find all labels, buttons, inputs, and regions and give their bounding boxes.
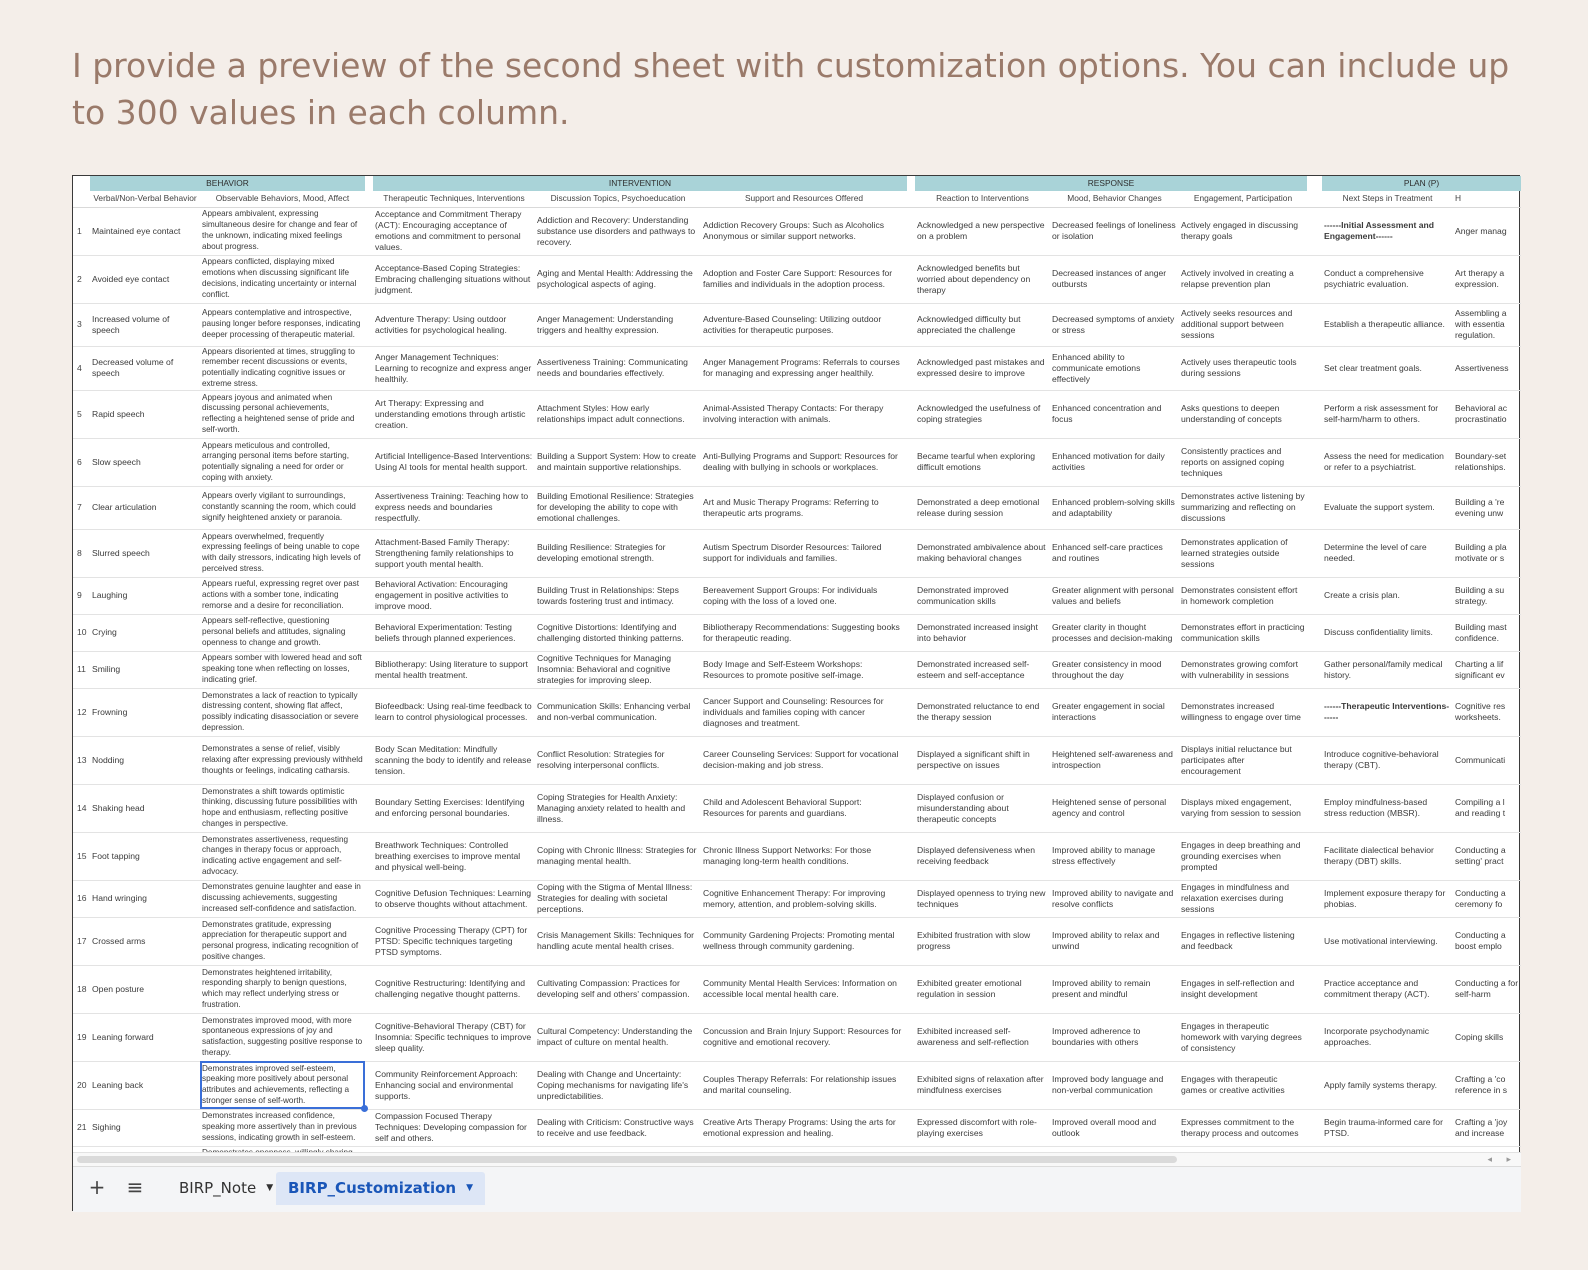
cell-discussion-topic[interactable]: Aging and Mental Health: Addressing the psychological aspects of aging. xyxy=(535,255,701,303)
table-row xyxy=(73,303,1521,346)
group-behavior[interactable]: BEHAVIOR xyxy=(90,176,365,191)
cell-engagement[interactable]: Demonstrates application of learned strategies outside sessions xyxy=(1179,529,1307,577)
cell-mood-change[interactable]: Enhanced motivation for daily activities xyxy=(1050,438,1179,486)
table-row xyxy=(73,784,1521,832)
cell-h[interactable]: Behavioral ac procrastinatio xyxy=(1453,390,1521,438)
cell-next-step[interactable]: Apply family systems therapy. xyxy=(1322,1061,1453,1109)
cell-reaction[interactable]: Exhibited signs of relaxation after mindfulness exercises xyxy=(915,1061,1050,1109)
cell-technique[interactable]: Behavioral Experimentation: Testing beliefs through planned experiences. xyxy=(373,614,535,651)
cell-verbal-behavior[interactable]: Open posture xyxy=(90,965,200,1013)
cell-next-step[interactable]: ------Initial Assessment and Engagement------ xyxy=(1322,207,1453,255)
col-techniques[interactable]: Therapeutic Techniques, Interventions xyxy=(373,191,535,207)
cell-observable-behavior[interactable]: Appears overly vigilant to surroundings, constantly scanning the room, which could signify heightened anxiety or paranoia. xyxy=(200,486,365,529)
cell-technique[interactable]: Cognitive Defusion Techniques: Learning to observe thoughts without attachment. xyxy=(373,880,535,917)
cell-observable-behavior[interactable]: Demonstrates a sense of relief, visibly relaxing after expressing previously withheld thoughts or feelings, indicating catharsis. xyxy=(200,736,365,784)
cell-reaction[interactable]: Exhibited frustration with slow progress xyxy=(915,917,1050,965)
cell-verbal-behavior[interactable]: Decreased volume of speech xyxy=(90,346,200,390)
cell-mood-change[interactable]: Greater consistency in mood throughout the day xyxy=(1050,651,1179,688)
cell-observable-behavior[interactable]: Demonstrates a shift towards optimistic thinking, discussing future possibilities with hope and enthusiasm, reflecting positive changes in perspective. xyxy=(200,784,365,832)
cell-reaction[interactable]: Demonstrated a deep emotional release during session xyxy=(915,486,1050,529)
cell-mood-change[interactable]: Decreased symptoms of anxiety or stress xyxy=(1050,303,1179,346)
row-number[interactable]: 16 xyxy=(73,880,90,917)
cell-next-step[interactable]: Introduce cognitive-behavioral therapy (CBT). xyxy=(1322,736,1453,784)
cell-support-resource[interactable]: Creative Arts Therapy Programs: Using the arts for emotional expression and healing. xyxy=(701,1109,907,1146)
table-row xyxy=(73,688,1521,736)
cell-verbal-behavior[interactable]: Leaning back xyxy=(90,1061,200,1109)
row-number[interactable]: 19 xyxy=(73,1013,90,1061)
cell-support-resource[interactable]: Anger Management Programs: Referrals to courses for managing and expressing anger healthily. xyxy=(701,346,907,390)
cell-observable-behavior[interactable]: Appears ambivalent, expressing simultaneous desire for change and fear of the unknown, indicating mixed feelings about progress. xyxy=(200,207,365,255)
row-number[interactable]: 1 xyxy=(73,207,90,255)
cell-discussion-topic[interactable]: Cognitive Distortions: Identifying and challenging distorted thinking patterns. xyxy=(535,614,701,651)
cell-engagement[interactable]: Actively involved in creating a relapse prevention plan xyxy=(1179,255,1307,303)
cell-h[interactable]: Cognitive res worksheets. xyxy=(1453,688,1521,736)
cell-engagement[interactable]: Displays initial reluctance but participates after encouragement xyxy=(1179,736,1307,784)
cell-next-step[interactable]: Establish a therapeutic alliance. xyxy=(1322,303,1453,346)
table-row xyxy=(73,1013,1521,1061)
cell-mood-change[interactable]: Improved body language and non-verbal communication xyxy=(1050,1061,1179,1109)
cell-discussion-topic[interactable]: Anger Management: Understanding triggers and healthy expression. xyxy=(535,303,701,346)
cell-engagement[interactable]: Displays mixed engagement, varying from session to session xyxy=(1179,784,1307,832)
cell-engagement[interactable]: Asks questions to deepen understanding of concepts xyxy=(1179,390,1307,438)
table-row xyxy=(73,346,1521,390)
cell-support-resource[interactable]: Autism Spectrum Disorder Resources: Tailored support for individuals and families. xyxy=(701,529,907,577)
cell-next-step[interactable]: Facilitate dialectical behavior therapy (DBT) skills. xyxy=(1322,832,1453,880)
col-h[interactable]: H xyxy=(1453,191,1521,207)
tab-birp-note-label: BIRP_Note xyxy=(179,1179,257,1197)
col-discussion[interactable]: Discussion Topics, Psychoeducation xyxy=(535,191,701,207)
cell-verbal-behavior[interactable]: Smiling xyxy=(90,651,200,688)
row-number[interactable]: 9 xyxy=(73,577,90,614)
row-number[interactable]: 8 xyxy=(73,529,90,577)
cell-observable-behavior[interactable]: Appears meticulous and controlled, arranging personal items before starting, potentially signaling a need for order or coping with anxiety. xyxy=(200,438,365,486)
row-number[interactable]: 2 xyxy=(73,255,90,303)
cell-reaction[interactable]: Displayed a significant shift in perspective on issues xyxy=(915,736,1050,784)
cell-mood-change[interactable]: Enhanced ability to communicate emotions effectively xyxy=(1050,346,1179,390)
cell-verbal-behavior[interactable]: Maintained eye contact xyxy=(90,207,200,255)
table-row xyxy=(73,832,1521,880)
cell-verbal-behavior[interactable]: Rapid speech xyxy=(90,390,200,438)
cell-discussion-topic[interactable]: Conflict Resolution: Strategies for resolving interpersonal conflicts. xyxy=(535,736,701,784)
cell-technique[interactable]: Attachment-Based Family Therapy: Strengthening family relationships to support youth mental health. xyxy=(373,529,535,577)
cell-discussion-topic[interactable]: Building Emotional Resilience: Strategies for developing the ability to cope with emotional challenges. xyxy=(535,486,701,529)
row-number[interactable]: 4 xyxy=(73,346,90,390)
cell-reaction[interactable]: Exhibited increased self-awareness and self-reflection xyxy=(915,1013,1050,1061)
cell-observable-behavior[interactable]: Demonstrates gratitude, expressing appreciation for therapeutic support and personal progress, indicating recognition of positive changes. xyxy=(200,917,365,965)
row-number[interactable]: 11 xyxy=(73,651,90,688)
cell-discussion-topic[interactable]: Coping Strategies for Health Anxiety: Managing anxiety related to health and illness. xyxy=(535,784,701,832)
cell-next-step[interactable]: Use motivational interviewing. xyxy=(1322,917,1453,965)
cell-discussion-topic[interactable]: Communication Skills: Enhancing verbal and non-verbal communication. xyxy=(535,688,701,736)
cell-h[interactable]: Building a su strategy. xyxy=(1453,577,1521,614)
cell-mood-change[interactable]: Improved ability to manage stress effectively xyxy=(1050,832,1179,880)
row-number[interactable]: 6 xyxy=(73,438,90,486)
group-plan[interactable]: PLAN (P) xyxy=(1322,176,1521,191)
cell-mood-change[interactable]: Improved ability to navigate and resolve conflicts xyxy=(1050,880,1179,917)
row-number[interactable]: 5 xyxy=(73,390,90,438)
cell-technique[interactable]: Body Scan Meditation: Mindfully scanning the body to identify and release tension. xyxy=(373,736,535,784)
spreadsheet-window xyxy=(72,175,1520,1211)
cell-verbal-behavior[interactable]: Laughing xyxy=(90,577,200,614)
cell-h[interactable]: Boundary-set relationships. xyxy=(1453,438,1521,486)
cell-next-step[interactable]: Implement exposure therapy for phobias. xyxy=(1322,880,1453,917)
cell-support-resource[interactable]: Community Gardening Projects: Promoting mental wellness through community gardening. xyxy=(701,917,907,965)
tab-birp-note[interactable] xyxy=(167,1172,285,1205)
fill-handle[interactable] xyxy=(361,1105,368,1112)
table-row xyxy=(73,577,1521,614)
sheet-tab-bar xyxy=(73,1166,1521,1212)
col-reaction[interactable]: Reaction to Interventions xyxy=(915,191,1050,207)
cell-discussion-topic[interactable]: Assertiveness Training: Communicating needs and boundaries effectively. xyxy=(535,346,701,390)
cell-reaction[interactable]: Expressed discomfort with role-playing exercises xyxy=(915,1109,1050,1146)
cell-h[interactable]: Art therapy a expression. xyxy=(1453,255,1521,303)
cell-mood-change[interactable]: Greater engagement in social interactions xyxy=(1050,688,1179,736)
cell-technique[interactable]: Artificial Intelligence-Based Interventions: Using AI tools for mental health support. xyxy=(373,438,535,486)
cell-support-resource[interactable]: Adoption and Foster Care Support: Resources for families and individuals in the adoption process. xyxy=(701,255,907,303)
col-support[interactable]: Support and Resources Offered xyxy=(701,191,907,207)
table-row xyxy=(73,255,1521,303)
table-row xyxy=(73,917,1521,965)
cell-mood-change[interactable]: Improved ability to remain present and mindful xyxy=(1050,965,1179,1013)
table-row xyxy=(73,207,1521,255)
cell-reaction[interactable]: Acknowledged difficulty but appreciated the challenge xyxy=(915,303,1050,346)
cell-support-resource[interactable]: Animal-Assisted Therapy Contacts: For therapy involving interaction with animals. xyxy=(701,390,907,438)
cell-discussion-topic[interactable]: Building Trust in Relationships: Steps towards fostering trust and intimacy. xyxy=(535,577,701,614)
cell-technique[interactable]: Acceptance and Commitment Therapy (ACT): Encouraging acceptance of emotions and commitment to personal values. xyxy=(373,207,535,255)
cell-technique[interactable]: Breathwork Techniques: Controlled breathing exercises to improve mental and physical well-being. xyxy=(373,832,535,880)
cell-support-resource[interactable]: Art and Music Therapy Programs: Referring to therapeutic arts programs. xyxy=(701,486,907,529)
row-number[interactable]: 7 xyxy=(73,486,90,529)
cell-reaction[interactable]: Demonstrated reluctance to end the therapy session xyxy=(915,688,1050,736)
cell-next-step[interactable]: Determine the level of care needed. xyxy=(1322,529,1453,577)
cell-engagement[interactable]: Engages in mindfulness and relaxation exercises during sessions xyxy=(1179,880,1307,917)
row-number[interactable]: 12 xyxy=(73,688,90,736)
horizontal-scrollbar[interactable] xyxy=(73,1152,1521,1166)
cell-support-resource[interactable]: Cognitive Enhancement Therapy: For improving memory, attention, and problem-solving skills. xyxy=(701,880,907,917)
cell-support-resource[interactable]: Career Counseling Services: Support for vocational decision-making and job stress. xyxy=(701,736,907,784)
all-sheets-menu-icon[interactable]: ≡ xyxy=(126,1175,144,1199)
cell-discussion-topic[interactable]: Dealing with Criticism: Constructive ways to receive and use feedback. xyxy=(535,1109,701,1146)
cell-mood-change[interactable]: Enhanced self-care practices and routines xyxy=(1050,529,1179,577)
row-number[interactable]: 13 xyxy=(73,736,90,784)
table-row xyxy=(73,1061,1521,1109)
cell-observable-behavior[interactable]: Appears conflicted, displaying mixed emotions when discussing significant life decisions, indicating uncertainty or internal conflict. xyxy=(200,255,365,303)
cell-mood-change[interactable]: Improved overall mood and outlook xyxy=(1050,1109,1179,1146)
cell-reaction[interactable]: Displayed confusion or misunderstanding about therapeutic concepts xyxy=(915,784,1050,832)
cell-verbal-behavior[interactable]: Leaning forward xyxy=(90,1013,200,1061)
cell-next-step[interactable]: ------Therapeutic Interventions------ xyxy=(1322,688,1453,736)
cell-verbal-behavior[interactable]: Crossed arms xyxy=(90,917,200,965)
table-row xyxy=(73,486,1521,529)
cell-reaction[interactable]: Acknowledged the usefulness of coping strategies xyxy=(915,390,1050,438)
cell-verbal-behavior[interactable]: Frowning xyxy=(90,688,200,736)
cell-engagement[interactable]: Demonstrates effort in practicing communication skills xyxy=(1179,614,1307,651)
cell-h[interactable]: Coping skills xyxy=(1453,1013,1521,1061)
cell-reaction[interactable]: Acknowledged past mistakes and expressed desire to improve xyxy=(915,346,1050,390)
cell-h[interactable]: Anger manag xyxy=(1453,207,1521,255)
table-row xyxy=(73,880,1521,917)
cell-technique[interactable]: Biofeedback: Using real-time feedback to learn to control physiological processes. xyxy=(373,688,535,736)
cell-h[interactable]: Conducting a boost emplo xyxy=(1453,917,1521,965)
scrollbar-thumb[interactable] xyxy=(77,1156,1177,1163)
cell-observable-behavior[interactable]: Demonstrates a lack of reaction to typically distressing content, showing flat affect, possibly indicating disassociation or severe depression. xyxy=(200,688,365,736)
cell-mood-change[interactable]: Decreased instances of anger outbursts xyxy=(1050,255,1179,303)
cell-engagement[interactable]: Engages in reflective listening and feedback xyxy=(1179,917,1307,965)
cell-engagement[interactable]: Engages in self-reflection and insight development xyxy=(1179,965,1307,1013)
cell-support-resource[interactable]: Child and Adolescent Behavioral Support: Resources for parents and guardians. xyxy=(701,784,907,832)
group-intervention[interactable]: INTERVENTION xyxy=(373,176,907,191)
col-next-steps[interactable]: Next Steps in Treatment xyxy=(1322,191,1453,207)
cell-support-resource[interactable]: Body Image and Self-Esteem Workshops: Resources to promote positive self-image. xyxy=(701,651,907,688)
cell-support-resource[interactable]: Cancer Support and Counseling: Resources for individuals and families coping with cancer diagnoses and treatment. xyxy=(701,688,907,736)
cell-next-step[interactable]: Practice acceptance and commitment therapy (ACT). xyxy=(1322,965,1453,1013)
cell-h[interactable]: Crafting a 'co reference in s xyxy=(1453,1061,1521,1109)
table-row xyxy=(73,736,1521,784)
cell-support-resource[interactable]: Bereavement Support Groups: For individuals coping with the loss of a loved one. xyxy=(701,577,907,614)
cell-h[interactable]: Conducting a setting' pract xyxy=(1453,832,1521,880)
row-number[interactable]: 17 xyxy=(73,917,90,965)
tab-birp-customization[interactable] xyxy=(276,1172,485,1205)
cell-support-resource[interactable]: Chronic Illness Support Networks: For those managing long-term health conditions. xyxy=(701,832,907,880)
scroll-arrows-icon[interactable]: ◂ ▸ xyxy=(1487,1154,1517,1164)
cell-verbal-behavior[interactable]: Sighing xyxy=(90,1109,200,1146)
cell-reaction[interactable]: Became tearful when exploring difficult emotions xyxy=(915,438,1050,486)
cell-discussion-topic[interactable]: Cultural Competency: Understanding the impact of culture on mental health. xyxy=(535,1013,701,1061)
cell-technique[interactable]: Assertiveness Training: Teaching how to express needs and boundaries respectfully. xyxy=(373,486,535,529)
cell-engagement[interactable]: Actively seeks resources and additional support between sessions xyxy=(1179,303,1307,346)
cell-observable-behavior[interactable]: Demonstrates genuine laughter and ease in discussing achievements, suggesting increased self-confidence and satisfaction. xyxy=(200,880,365,917)
cell-engagement[interactable]: Engages with therapeutic games or creative activities xyxy=(1179,1061,1307,1109)
cell-next-step[interactable]: Set clear treatment goals. xyxy=(1322,346,1453,390)
cell-technique[interactable]: Art Therapy: Expressing and understanding emotions through artistic creation. xyxy=(373,390,535,438)
cell-observable-behavior[interactable]: Demonstrates assertiveness, requesting changes in therapy focus or approach, indicating active engagement and self-advocacy. xyxy=(200,832,365,880)
cell-technique[interactable]: Behavioral Activation: Encouraging engagement in positive activities to improve mood. xyxy=(373,577,535,614)
cell-verbal-behavior[interactable]: Clear articulation xyxy=(90,486,200,529)
cell-observable-behavior[interactable]: Demonstrates improved mood, with more spontaneous expressions of joy and satisfaction, suggesting positive response to therapy. xyxy=(200,1013,365,1061)
sheet-grid[interactable] xyxy=(73,176,1521,1152)
cell-discussion-topic[interactable]: Building a Support System: How to create and maintain supportive relationships. xyxy=(535,438,701,486)
cell-engagement[interactable]: Consistently practices and reports on assigned coping techniques xyxy=(1179,438,1307,486)
row-number[interactable]: 3 xyxy=(73,303,90,346)
cell-next-step[interactable]: Conduct a comprehensive psychiatric evaluation. xyxy=(1322,255,1453,303)
cell-verbal-behavior[interactable]: Slurred speech xyxy=(90,529,200,577)
cell-verbal-behavior[interactable]: Nodding xyxy=(90,736,200,784)
cell-discussion-topic[interactable]: Dealing with Change and Uncertainty: Coping mechanisms for navigating life's unpredictabilities. xyxy=(535,1061,701,1109)
col-observable[interactable]: Observable Behaviors, Mood, Affect xyxy=(200,191,365,207)
cell-technique[interactable]: Cognitive Processing Therapy (CPT) for PTSD: Specific techniques targeting PTSD symptoms. xyxy=(373,917,535,965)
cell-reaction[interactable]: Demonstrated ambivalence about making behavioral changes xyxy=(915,529,1050,577)
table-row xyxy=(73,1109,1521,1146)
selected-cell[interactable]: Demonstrates improved self-esteem, speaking more positively about personal attributes and achievements, reflecting a stronger sense of self-worth. xyxy=(200,1061,365,1109)
cell-reaction[interactable]: Demonstrated increased self-esteem and self-acceptance xyxy=(915,651,1050,688)
cell-technique[interactable]: Acceptance-Based Coping Strategies: Embracing challenging situations without judgment. xyxy=(373,255,535,303)
cell-next-step[interactable]: Begin trauma-informed care for PTSD. xyxy=(1322,1109,1453,1146)
cell-discussion-topic[interactable]: Attachment Styles: How early relationships impact adult connections. xyxy=(535,390,701,438)
cell-mood-change[interactable]: Heightened self-awareness and introspection xyxy=(1050,736,1179,784)
cell-discussion-topic[interactable]: Addiction and Recovery: Understanding substance use disorders and pathways to recovery. xyxy=(535,207,701,255)
row-number[interactable]: 20 xyxy=(73,1061,90,1109)
cell-h[interactable]: Conducting a ceremony fo xyxy=(1453,880,1521,917)
cell-technique[interactable]: Compassion Focused Therapy Techniques: Developing compassion for self and others. xyxy=(373,1109,535,1146)
group-response[interactable]: RESPONSE xyxy=(915,176,1307,191)
cell-reaction[interactable]: Displayed defensiveness when receiving feedback xyxy=(915,832,1050,880)
cell-verbal-behavior[interactable]: Hand wringing xyxy=(90,880,200,917)
cell-observable-behavior[interactable]: Appears rueful, expressing regret over past actions with a somber tone, indicating remorse and a desire for reconciliation. xyxy=(200,577,365,614)
cell-mood-change[interactable]: Greater alignment with personal values and beliefs xyxy=(1050,577,1179,614)
col-verbal[interactable]: Verbal/Non-Verbal Behavior xyxy=(90,191,200,207)
row-number[interactable]: 14 xyxy=(73,784,90,832)
cell-verbal-behavior[interactable]: Crying xyxy=(90,614,200,651)
cell-discussion-topic[interactable]: Coping with Chronic Illness: Strategies for managing mental health. xyxy=(535,832,701,880)
cell-verbal-behavior[interactable]: Slow speech xyxy=(90,438,200,486)
cell-h[interactable]: Charting a lif significant ev xyxy=(1453,651,1521,688)
cell-observable-behavior[interactable]: Demonstrates heightened irritability, responding sharply to benign questions, which may reflect underlying stress or frustration. xyxy=(200,965,365,1013)
col-engagement[interactable]: Engagement, Participation xyxy=(1179,191,1307,207)
table-row xyxy=(73,390,1521,438)
cell-technique[interactable]: Cognitive-Behavioral Therapy (CBT) for Insomnia: Specific techniques to improve sleep quality. xyxy=(373,1013,535,1061)
chevron-down-icon[interactable]: ▼ xyxy=(266,1183,274,1193)
cell-support-resource[interactable]: Concussion and Brain Injury Support: Resources for cognitive and emotional recovery. xyxy=(701,1013,907,1061)
cell-mood-change[interactable]: Improved adherence to boundaries with others xyxy=(1050,1013,1179,1061)
cell-next-step[interactable]: Assess the need for medication or refer to a psychiatrist. xyxy=(1322,438,1453,486)
cell-mood-change[interactable]: Improved ability to relax and unwind xyxy=(1050,917,1179,965)
cell-mood-change[interactable]: Heightened sense of personal agency and control xyxy=(1050,784,1179,832)
cell-reaction[interactable]: Demonstrated increased insight into behavior xyxy=(915,614,1050,651)
cell-support-resource[interactable]: Adventure-Based Counseling: Utilizing outdoor activities for therapeutic purposes. xyxy=(701,303,907,346)
cell-h[interactable]: Conducting a for self-harm xyxy=(1453,965,1521,1013)
headline: I provide a preview of the second sheet with customization options. You can include up to 300 values in each column. xyxy=(72,46,1510,132)
cell-engagement[interactable]: Engages in therapeutic homework with varying degrees of consistency xyxy=(1179,1013,1307,1061)
cell-support-resource[interactable]: Bibliotherapy Recommendations: Suggesting books for therapeutic reading. xyxy=(701,614,907,651)
row-number[interactable]: 21 xyxy=(73,1109,90,1146)
cell-observable-behavior[interactable]: Appears joyous and animated when discussing personal achievements, reflecting a heightened sense of pride and self-worth. xyxy=(200,390,365,438)
cell-mood-change[interactable]: Enhanced problem-solving skills and adaptability xyxy=(1050,486,1179,529)
cell-reaction[interactable]: Acknowledged benefits but worried about dependency on therapy xyxy=(915,255,1050,303)
cell-observable-behavior[interactable]: Appears self-reflective, questioning personal beliefs and attitudes, signaling openness to change and growth. xyxy=(200,614,365,651)
cell-h[interactable]: Crafting a 'joy and increase xyxy=(1453,1109,1521,1146)
cell-next-step[interactable]: Employ mindfulness-based stress reduction (MBSR). xyxy=(1322,784,1453,832)
row-number[interactable]: 18 xyxy=(73,965,90,1013)
cell-observable-behavior[interactable]: Appears disoriented at times, struggling to remember recent discussions or events, potentially indicating cognitive issues or extreme stress. xyxy=(200,346,365,390)
cell-next-step[interactable]: Evaluate the support system. xyxy=(1322,486,1453,529)
cell-mood-change[interactable]: Decreased feelings of loneliness or isolation xyxy=(1050,207,1179,255)
row-number[interactable]: 10 xyxy=(73,614,90,651)
table-row xyxy=(73,651,1521,688)
cell-mood-change[interactable]: Greater clarity in thought processes and decision-making xyxy=(1050,614,1179,651)
cell-next-step[interactable]: Gather personal/family medical history. xyxy=(1322,651,1453,688)
cell-next-step[interactable]: Discuss confidentiality limits. xyxy=(1322,614,1453,651)
cell-mood-change[interactable]: Enhanced concentration and focus xyxy=(1050,390,1179,438)
cell-technique[interactable]: Anger Management Techniques: Learning to recognize and express anger healthily. xyxy=(373,346,535,390)
cell-engagement[interactable]: Actively uses therapeutic tools during sessions xyxy=(1179,346,1307,390)
cell-engagement[interactable]: Actively engaged in discussing therapy goals xyxy=(1179,207,1307,255)
chevron-down-icon[interactable]: ▼ xyxy=(466,1183,473,1193)
cell-observable-behavior[interactable]: Appears overwhelmed, frequently expressing feelings of being unable to cope with daily stressors, indicating high levels of perceived stress. xyxy=(200,529,365,577)
cell-support-resource[interactable]: Addiction Recovery Groups: Such as Alcoholics Anonymous or similar support networks. xyxy=(701,207,907,255)
cell-engagement[interactable]: Demonstrates growing comfort with vulnerability in sessions xyxy=(1179,651,1307,688)
cell-discussion-topic[interactable]: Crisis Management Skills: Techniques for handling acute mental health crises. xyxy=(535,917,701,965)
cell-technique[interactable]: Bibliotherapy: Using literature to support mental health treatment. xyxy=(373,651,535,688)
cell-technique[interactable]: Community Reinforcement Approach: Enhancing social and environmental supports. xyxy=(373,1061,535,1109)
cell-technique[interactable]: Boundary Setting Exercises: Identifying and enforcing personal boundaries. xyxy=(373,784,535,832)
customization-table xyxy=(73,176,1521,1161)
cell-discussion-topic[interactable]: Coping with the Stigma of Mental Illness: Strategies for dealing with societal perceptions. xyxy=(535,880,701,917)
cell-reaction[interactable]: Displayed openness to trying new techniques xyxy=(915,880,1050,917)
cell-reaction[interactable]: Exhibited greater emotional regulation in session xyxy=(915,965,1050,1013)
add-sheet-icon[interactable]: + xyxy=(88,1175,106,1199)
cell-discussion-topic[interactable]: Building Resilience: Strategies for developing emotional strength. xyxy=(535,529,701,577)
cell-verbal-behavior[interactable]: Shaking head xyxy=(90,784,200,832)
table-row xyxy=(73,965,1521,1013)
cell-next-step[interactable]: Perform a risk assessment for self-harm/harm to others. xyxy=(1322,390,1453,438)
table-row xyxy=(73,614,1521,651)
cell-support-resource[interactable]: Anti-Bullying Programs and Support: Resources for dealing with bullying in schools or workplaces. xyxy=(701,438,907,486)
cell-h[interactable]: Building a pla motivate or s xyxy=(1453,529,1521,577)
cell-engagement[interactable]: Demonstrates consistent effort in homework completion xyxy=(1179,577,1307,614)
cell-h[interactable]: Assembling a with essentia regulation. xyxy=(1453,303,1521,346)
cell-verbal-behavior[interactable]: Foot tapping xyxy=(90,832,200,880)
cell-observable-behavior[interactable]: Appears somber with lowered head and soft speaking tone when reflecting on losses, indicating grief. xyxy=(200,651,365,688)
cell-discussion-topic[interactable]: Cultivating Compassion: Practices for developing self and others' compassion. xyxy=(535,965,701,1013)
cell-discussion-topic[interactable]: Cognitive Techniques for Managing Insomnia: Behavioral and cognitive strategies for improving sleep. xyxy=(535,651,701,688)
cell-h[interactable]: Assertiveness xyxy=(1453,346,1521,390)
cell-reaction[interactable]: Acknowledged a new perspective on a problem xyxy=(915,207,1050,255)
row-number[interactable]: 15 xyxy=(73,832,90,880)
cell-technique[interactable]: Adventure Therapy: Using outdoor activities for psychological healing. xyxy=(373,303,535,346)
cell-observable-behavior[interactable]: Demonstrates increased confidence, speaking more assertively than in previous sessions, indicating growth in self-esteem. xyxy=(200,1109,365,1146)
cell-support-resource[interactable]: Community Mental Health Services: Information on accessible local mental health care. xyxy=(701,965,907,1013)
cell-engagement[interactable]: Engages in deep breathing and grounding exercises when prompted xyxy=(1179,832,1307,880)
cell-h[interactable]: Communicati xyxy=(1453,736,1521,784)
cell-support-resource[interactable]: Couples Therapy Referrals: For relationship issues and marital counseling. xyxy=(701,1061,907,1109)
cell-h[interactable]: Building mast confidence. xyxy=(1453,614,1521,651)
cell-technique[interactable]: Cognitive Restructuring: Identifying and challenging negative thought patterns. xyxy=(373,965,535,1013)
cell-next-step[interactable]: Create a crisis plan. xyxy=(1322,577,1453,614)
table-row xyxy=(73,529,1521,577)
cell-next-step[interactable]: Incorporate psychodynamic approaches. xyxy=(1322,1013,1453,1061)
cell-engagement[interactable]: Demonstrates active listening by summarizing and reflecting on discussions xyxy=(1179,486,1307,529)
cell-verbal-behavior[interactable]: Avoided eye contact xyxy=(90,255,200,303)
cell-h[interactable]: Compiling a l and reading t xyxy=(1453,784,1521,832)
tab-birp-customization-label: BIRP_Customization xyxy=(288,1179,457,1197)
cell-engagement[interactable]: Expresses commitment to the therapy process and outcomes xyxy=(1179,1109,1307,1146)
cell-verbal-behavior[interactable]: Increased volume of speech xyxy=(90,303,200,346)
col-mood[interactable]: Mood, Behavior Changes xyxy=(1050,191,1179,207)
cell-observable-behavior[interactable]: Appears contemplative and introspective, pausing longer before responses, indicating deeper processing of therapeutic material. xyxy=(200,303,365,346)
cell-engagement[interactable]: Demonstrates increased willingness to engage over time xyxy=(1179,688,1307,736)
cell-h[interactable]: Building a 're evening unw xyxy=(1453,486,1521,529)
cell-reaction[interactable]: Demonstrated improved communication skills xyxy=(915,577,1050,614)
table-row xyxy=(73,438,1521,486)
